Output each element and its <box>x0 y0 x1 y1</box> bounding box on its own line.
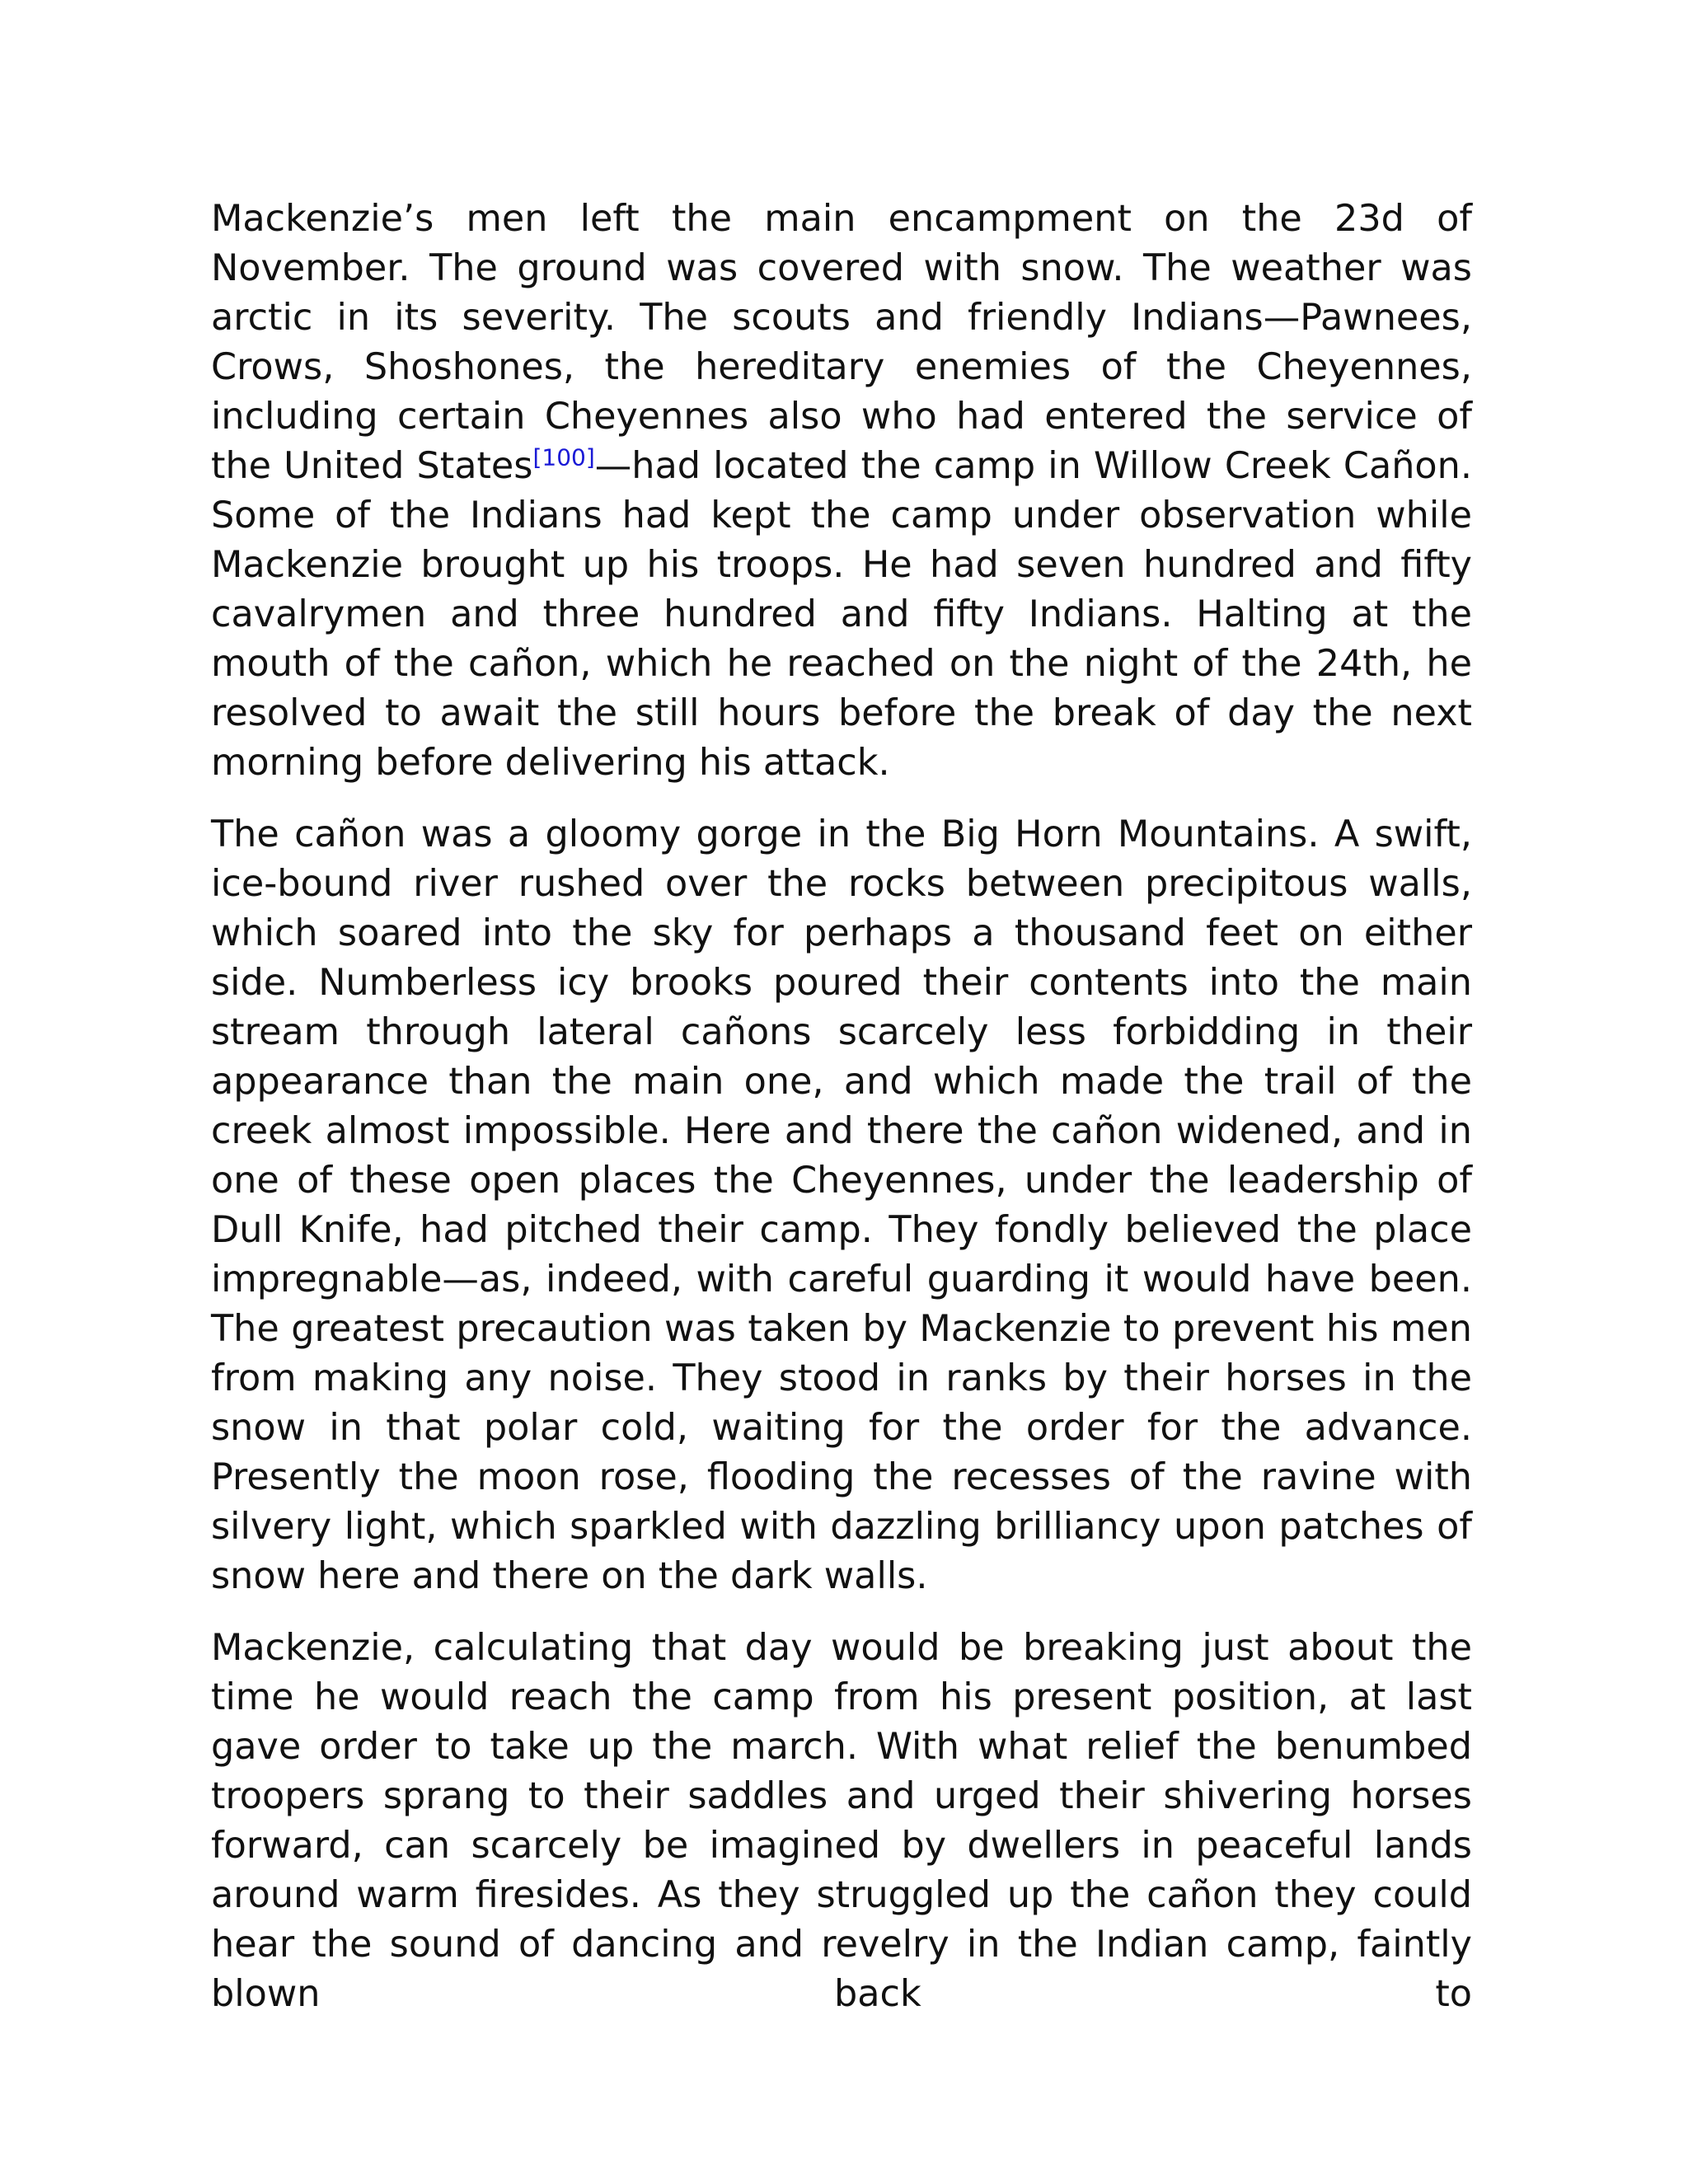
footnote-link-100[interactable]: [100] <box>532 443 595 471</box>
page-body <box>211 194 1472 2041</box>
paragraph-1-text-start: Mackenzie’s men left the main encampment on the 23d of November. The ground was covered with snow. The weather was arctic in its severity. The scouts and friendly Indians—Pawnees, Crows, Shoshones, the hereditary enemies of the Cheyennes, including certain Cheyennes also who had entered the service of the United States <box>211 198 1472 487</box>
paragraph-1-text-end: —had located the camp in Willow Creek Cañon. Some of the Indians had kept the camp under observation while Mackenzie brought up his troops. He had seven hundred and fifty cavalrymen and three hundred and fifty Indians. Halting at the mouth of the cañon, which he reached on the night of the 24th, he resolved to await the still hours before the break of day the next morning before delivering his attack. <box>211 445 1472 784</box>
paragraph-2: The cañon was a gloomy gorge in the Big Horn Mountains. A swift, ice-bound river rushed over the rocks between precipitous walls, which soared into the sky for perhaps a thousand feet on either side. Numberless icy brooks poured their contents into the main stream through lateral cañons scarcely less forbidding in their appearance than the main one, and which made the trail of the creek almost impossible. Here and there the cañon widened, and in one of these open places the Cheyennes, under the leadership of Dull Knife, had pitched their camp. They fondly believed the place impregnable—as, indeed, with careful guarding it would have been. The greatest precaution was taken by Mackenzie to prevent his men from making any noise. They stood in ranks by their horses in the snow in that polar cold, waiting for the order for the advance. Presently the moon rose, flooding the recesses of the ravine with silvery light, which sparkled with dazzling brilliancy upon patches of snow here and there on the dark walls. <box>211 813 1472 1597</box>
paragraph-1 <box>211 194 1472 788</box>
paragraph-3: Mackenzie, calculating that day would be breaking just about the time he would reach the camp from his present position, at last gave order to take up the march. With what relief the benumbed troopers sprang to their saddles and urged their shivering horses forward, can scarcely be imagined by dwellers in peaceful lands around warm firesides. As they struggled up the cañon they could hear the sound of dancing and revelry in the Indian camp, faintly blown back to <box>211 1627 1472 2015</box>
